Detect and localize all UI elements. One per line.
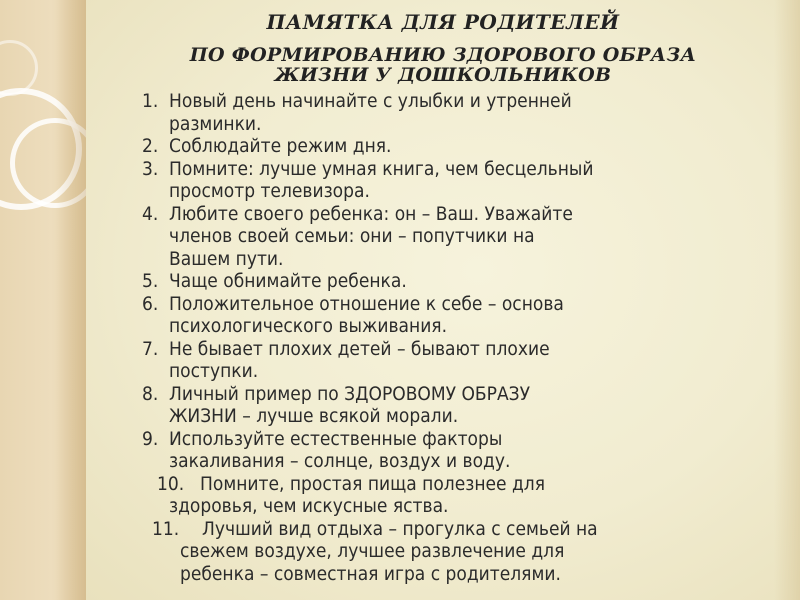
list-item bbox=[132, 518, 792, 586]
list-item-number: 9. bbox=[142, 427, 159, 450]
list-item-number: 4. bbox=[142, 202, 159, 225]
list-item-text-line: Положительное отношение к себе – основа bbox=[169, 292, 564, 315]
list-item-text-line: поступки. bbox=[169, 360, 259, 382]
list-item-text-line: Новый день начинайте с улыбки и утренней bbox=[169, 90, 572, 112]
list-item-text-line: разминки. bbox=[169, 112, 262, 135]
list-item bbox=[132, 270, 792, 293]
list-item-number: 10. bbox=[157, 472, 185, 495]
list-item-text-line: членов своей семьи: они – попутчики на bbox=[169, 225, 535, 247]
list-item-text-line: психологического выживания. bbox=[169, 315, 448, 337]
list-item bbox=[132, 293, 792, 338]
list-item-text-line: просмотр телевизора. bbox=[169, 180, 370, 202]
list-item bbox=[132, 90, 792, 135]
side-decoration-panel bbox=[0, 0, 86, 600]
list-item-number: 1. bbox=[142, 90, 159, 112]
list-item-text-line: Лучший вид отдыха – прогулка с семьей на bbox=[202, 517, 598, 540]
list-item bbox=[132, 158, 792, 203]
list-item bbox=[132, 135, 792, 158]
list-item-number: 6. bbox=[142, 292, 159, 315]
list-item-text-line: Личный пример по ЗДОРОВОМУ ОБРАЗУ bbox=[169, 382, 531, 405]
list-item bbox=[132, 338, 792, 383]
list-item bbox=[132, 203, 792, 271]
list-item-text-line: Помните: лучше умная книга, чем бесцельный bbox=[169, 157, 594, 180]
page-title: ПАМЯТКА ДЛЯ РОДИТЕЛЕЙ bbox=[266, 10, 620, 34]
list-item-text-line: ребенка – совместная игра с родителями. bbox=[180, 562, 561, 585]
list-item-text-line: ЖИЗНИ – лучше всякой морали. bbox=[169, 405, 459, 427]
list-item-text-line: Чаще обнимайте ребенка. bbox=[169, 270, 407, 292]
list-item-text-line: закаливания – солнце, воздух и воду. bbox=[169, 450, 511, 472]
list-item-number: 8. bbox=[142, 382, 159, 405]
list-item-number: 3. bbox=[142, 157, 159, 180]
list-item-text-line: Любите своего ребенка: он – Ваш. Уважайте bbox=[169, 202, 573, 225]
list-item-text-line: Помните, простая пища полезнее для bbox=[200, 472, 545, 495]
list-item-number: 5. bbox=[142, 270, 159, 292]
list-item-text-line: Не бывает плохих детей – бывают плохие bbox=[169, 337, 550, 360]
panel-shadow bbox=[56, 0, 86, 600]
list-item bbox=[132, 473, 792, 518]
list-item-number: 7. bbox=[142, 337, 159, 360]
page-subtitle-line-1: ПО ФОРМИРОВАНИЮ ЗДОРОВОГО ОБРАЗА bbox=[189, 44, 697, 66]
list-item-text-line: Вашем пути. bbox=[169, 247, 284, 270]
list-item-text-line: Соблюдайте режим дня. bbox=[169, 135, 392, 157]
list-item-text-line: Используйте естественные факторы bbox=[169, 427, 503, 450]
list-item bbox=[132, 383, 792, 428]
list-item bbox=[132, 428, 792, 473]
page-subtitle-line-2: ЖИЗНИ У ДОШКОЛЬНИКОВ bbox=[274, 64, 612, 86]
list-item-number: 11. bbox=[152, 517, 180, 540]
tips-list bbox=[132, 90, 792, 585]
list-item-text-line: здоровья, чем искусные яства. bbox=[169, 495, 449, 517]
list-item-number: 2. bbox=[142, 135, 159, 157]
list-item-text-line: свежем воздухе, лучшее развлечение для bbox=[180, 540, 565, 562]
